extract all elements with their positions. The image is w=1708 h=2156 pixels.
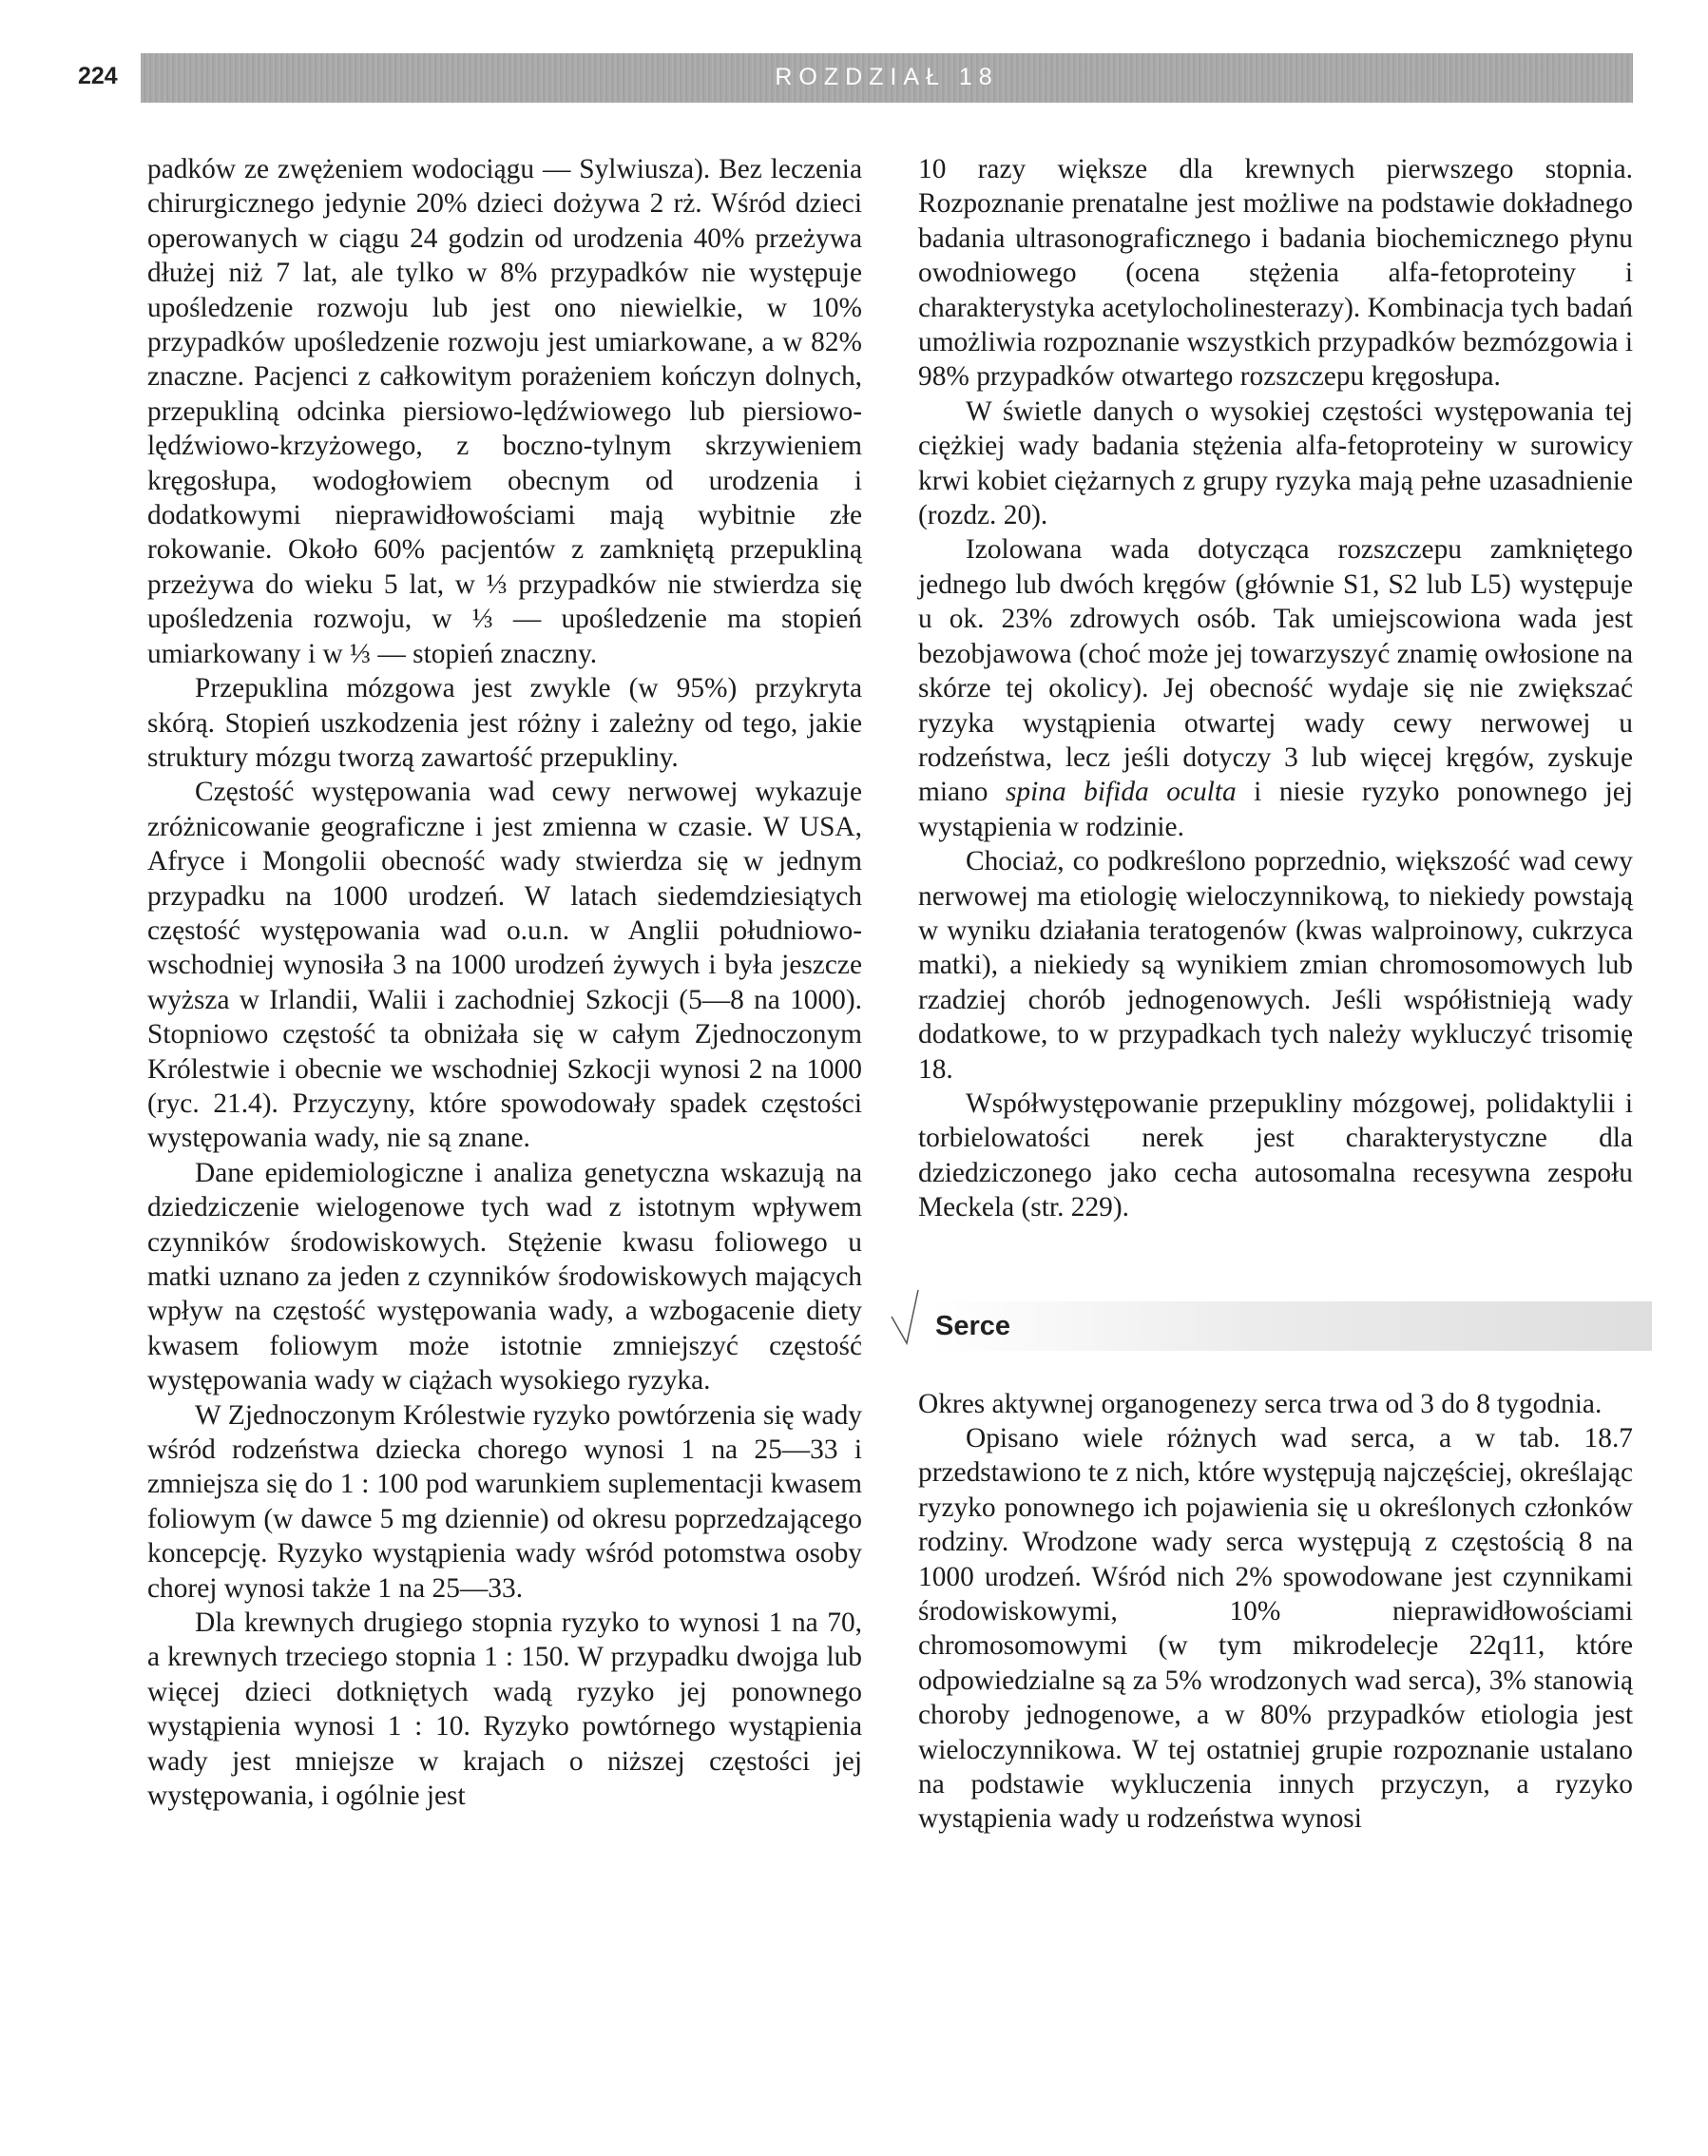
paragraph: Opisano wiele różnych wad serca, a w tab. 18.7 przedstawiono te z nich, które występują najczęściej, określając ryzyko ponownego ich pojawienia się u określonych członków rodziny. Wrodzone wady serca występują z częstością 8 na 1000 urodzeń. Wśród nich 2% spowodowane jest czynnikami środowiskowymi, 10% nieprawidłowościami chromosomowymi (w tym mikrodelecje 22q11, które odpowiedzialne są za 5% wrodzonych wad serca), 3% stanowią choroby jednogenowe, a w 80% przypadków etiologia jest wieloczynnikowa. W tej ostatniej grupie rozpoznanie ustalano na podstawie wykluczenia innych przyczyn, a ryzyko wystąpienia wady u rodzeństwa wynosi (918, 1423, 1633, 1835)
paragraph: W Zjednoczonym Królestwie ryzyko powtórzenia się wady wśród rodzeństwa dziecka chorego wynosi 1 na 25—33 i zmniejsza się do 1 : 100 pod warunkiem suplementacji kwasem foliowym (w dawce 5 mg dziennie) od okresu poprzedzającego koncepcję. Ryzyko wystąpienia wady wśród potomstwa osoby chorej wynosi także 1 na 25—33. (147, 1399, 862, 1604)
paragraph: Dane epidemiologiczne i analiza genetyczna wskazują na dziedziczenie wielogenowe tych wad z istotnym wpływem czynników środowiskowych. Stężenie kwasu foliowego u matki uznano za jeden z czynników środowiskowych mających wpływ na częstość występowania wady, a wzbogacenie diety kwasem foliowym może istotnie zmniejszyć częstość występowania wady w ciążach wysokiego ryzyka. (147, 1157, 862, 1396)
section-heading (918, 1284, 1633, 1353)
section-title: Serce (935, 1310, 1011, 1341)
section-heading-bar (928, 1301, 1652, 1351)
paragraph: 10 razy większe dla krewnych pierwszego stopnia. Rozpoznanie prenatalne jest możliwe na podstawie dokładnego badania ultrasonograficznego i badania biochemicznego płynu owodniowego (ocena stężenia alfa-fetoproteiny i charakterystyka acetylocholinesterazy). Kombinacja tych badań umożliwia rozpoznanie wszystkich przypadków bezmózgowia i 98% przypadków otwartego rozszczepu kręgosłupa. (918, 154, 1633, 393)
paragraph: Współwystępowanie przepukliny mózgowej, polidaktylii i torbielowatości nerek jest charakterystyczne dla dziedziczonego jako cecha autosomalna recesywna zespołu Meckela (str. 229). (918, 1088, 1633, 1223)
latin-term: spina bifida oculta (1005, 777, 1237, 808)
page-number: 224 (78, 63, 118, 89)
paragraph: Przepuklina mózgowa jest zwykle (w 95%) przykryta skórą. Stopień uszkodzenia jest różny i zależny od tego, jakie struktury mózgu tworzą zawartość przepukliny. (147, 673, 862, 773)
chapter-header-bar (141, 53, 1633, 103)
paragraph-text: Izolowana wada dotycząca rozszczepu zamkniętego jednego lub dwóch kręgów (głównie S1, S2 lub L5) występuje u ok. 23% zdrowych osób. Tak umiejscowiona wada jest bezobjawowa (choć może jej towarzyszyć znamię owłosione na skórze tej okolicy). Jej obecność wydaje się nie zwiększać ryzyka wystąpienia otwartej wady cewy nerwowej u rodzeństwa, lecz jeśli dotyczy 3 lub więcej kręgów, zyskuje miano (918, 534, 1633, 808)
paragraph: Dla krewnych drugiego stopnia ryzyko to wynosi 1 na 70, a krewnych trzeciego stopnia 1 : 150. W przypadku dwojga lub więcej dzieci dotkniętych wadą ryzyko jej ponownego wystąpienia wynosi 1 : 10. Ryzyko powtórnego wystąpienia wady jest mniejsze w krajach o niższej częstości jej występowania, i ogólnie jest (147, 1607, 862, 1812)
paragraph: Częstość występowania wad cewy nerwowej wykazuje zróżnicowanie geograficzne i jest zmienna w czasie. W USA, Afryce i Mongolii obecność wady stwierdza się w jednym przypadku na 1000 urodzeń. W latach siedemdziesiątych częstość występowania wad o.u.n. w Anglii południowo-wschodniej wynosiła 3 na 1000 urodzeń żywych i była jeszcze wyższa w Irlandii, Walii i zachodniej Szkocji (5—8 na 1000). Stopniowo częstość ta obniżała się w całym Zjednoczonym Królestwie i obecnie we wschodniej Szkocji wynosi 2 na 1000 (ryc. 21.4). Przyczyny, które spowodowały spadek częstości występowania wady, nie są znane. (147, 777, 862, 1154)
paragraph: Okres aktywnej organogenezy serca trwa od 3 do 8 tygodnia. (918, 1388, 1602, 1419)
chapter-title: ROZDZIAŁ 18 (775, 64, 999, 90)
paragraph (918, 532, 1633, 844)
paragraph: Chociaż, co podkreślono poprzednio, większość wad cewy nerwowej ma etiologię wieloczynnikową, to niekiedy powstają w wyniku działania teratogenów (kwas walproinowy, cukrzyca matki), a niekiedy są wynikiem zmian chromosomowych lub rzadziej chorób jednogenowych. Jeśli współistnieją wady dodatkowe, to w przypadkach tych należy wykluczyć trisomię 18. (918, 846, 1633, 1085)
paragraph-text: i niesie ryzyko ponownego jej wystąpienia w rodzinie. (918, 777, 1633, 842)
left-column (147, 152, 862, 1814)
paragraph: W świetle danych o wysokiej częstości występowania tej ciężkiej wady badania stężenia alfa-fetoproteiny w surowicy krwi kobiet ciężarnych z grupy ryzyka mają pełne uzasadnienie (rozdz. 20). (918, 395, 1633, 531)
right-column (918, 152, 1633, 1837)
section-mark-icon (890, 1288, 922, 1353)
paragraph: padków ze zwężeniem wodociągu — Sylwiusza). Bez leczenia chirurgicznego jedynie 20% dzieci dożywa 2 rż. Wśród dzieci operowanych w ciągu 24 godzin od urodzenia 40% przeżywa dłużej niż 7 lat, ale tylko w 8% przypadków nie występuje upośledzenie rozwoju lub jest ono niewielkie, w 10% przypadków upośledzenie rozwoju jest umiarkowane, a w 82% znaczne. Pacjenci z całkowitym porażeniem kończyn dolnych, przepukliną odcinka piersiowo-lędźwiowego lub piersiowo-lędźwiowo-krzyżowego, z boczno-tylnym skrzywieniem kręgosłupa, wodogłowiem obecnym od urodzenia i dodatkowymi nieprawidłowościami mają wybitnie złe rokowanie. Około 60% pacjentów z zamkniętą przepukliną przeżywa do wieku 5 lat, w ⅓ przypadków nie stwierdza się upośledzenia rozwoju, w ⅓ — upośledzenie ma stopień umiarkowany i w ⅓ — stopień znaczny. (147, 154, 862, 669)
